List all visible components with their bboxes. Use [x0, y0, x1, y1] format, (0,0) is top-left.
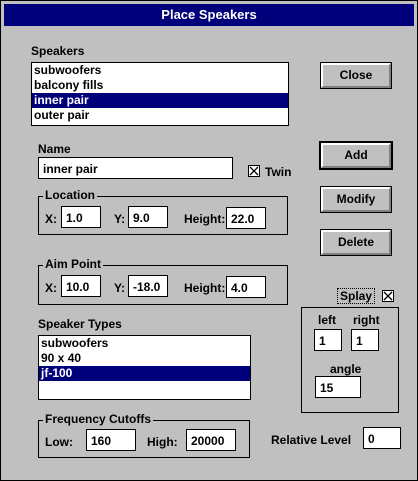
- add-button[interactable]: Add: [321, 143, 391, 168]
- splay-angle-field[interactable]: 15: [315, 376, 361, 398]
- splay-angle-label: angle: [330, 362, 362, 376]
- delete-button[interactable]: Delete: [321, 230, 391, 255]
- low-cutoff-label: Low:: [45, 435, 73, 449]
- title-bar[interactable]: Place Speakers: [4, 4, 414, 26]
- low-cutoff-field[interactable]: 160: [86, 429, 136, 451]
- splay-left-field[interactable]: 1: [314, 329, 342, 351]
- location-height-label: Height:: [184, 212, 226, 226]
- high-cutoff-field[interactable]: 20000: [186, 429, 236, 451]
- aim-height-label: Height:: [184, 281, 226, 295]
- frequency-cutoffs-group-title: Frequency Cutoffs: [45, 412, 152, 426]
- location-group-title: Location: [45, 188, 95, 202]
- speakers-listbox[interactable]: [31, 62, 289, 126]
- speaker-types-list-item-selected[interactable]: jf-100: [39, 366, 250, 381]
- splay-right-label: right: [353, 313, 380, 327]
- close-button[interactable]: Close: [321, 63, 391, 88]
- speaker-types-label: Speaker Types: [38, 317, 122, 331]
- high-cutoff-label: High:: [147, 435, 178, 449]
- speakers-list-item[interactable]: balcony fills: [34, 78, 104, 92]
- splay-right-field[interactable]: 1: [351, 329, 379, 351]
- location-height-field[interactable]: 22.0: [226, 207, 266, 229]
- speakers-list-item-selected[interactable]: inner pair: [32, 93, 288, 108]
- speakers-list-item[interactable]: subwoofers: [34, 63, 102, 77]
- aim-height-field[interactable]: 4.0: [226, 276, 266, 298]
- aim-y-field[interactable]: -18.0: [128, 275, 168, 297]
- relative-level-label: Relative Level: [271, 433, 352, 447]
- location-y-label: Y:: [114, 212, 126, 226]
- aim-y-label: Y:: [114, 281, 126, 295]
- aim-x-label: X:: [45, 281, 57, 295]
- aim-x-field[interactable]: 10.0: [61, 275, 101, 297]
- name-field[interactable]: inner pair: [38, 157, 233, 179]
- modify-button[interactable]: Modify: [321, 187, 391, 212]
- aim-point-group-title: Aim Point: [45, 257, 101, 271]
- location-x-label: X:: [45, 212, 57, 226]
- speaker-types-list-item[interactable]: 90 x 40: [41, 351, 82, 365]
- checkmark-x-icon: [383, 291, 393, 301]
- location-y-field[interactable]: 9.0: [128, 206, 168, 228]
- name-label: Name: [38, 142, 71, 156]
- twin-checkbox[interactable]: [248, 165, 260, 177]
- speaker-types-listbox[interactable]: [38, 335, 251, 400]
- splay-checkbox[interactable]: [382, 290, 394, 302]
- twin-label: Twin: [265, 165, 292, 179]
- splay-left-label: left: [318, 313, 336, 327]
- relative-level-field[interactable]: 0: [363, 427, 401, 449]
- speakers-list-item[interactable]: outer pair: [34, 108, 90, 122]
- checkmark-x-icon: [249, 166, 259, 176]
- location-x-field[interactable]: 1.0: [61, 206, 101, 228]
- splay-label: Splay: [337, 288, 375, 304]
- speaker-types-list-item[interactable]: subwoofers: [41, 336, 109, 350]
- speakers-label: Speakers: [31, 44, 85, 58]
